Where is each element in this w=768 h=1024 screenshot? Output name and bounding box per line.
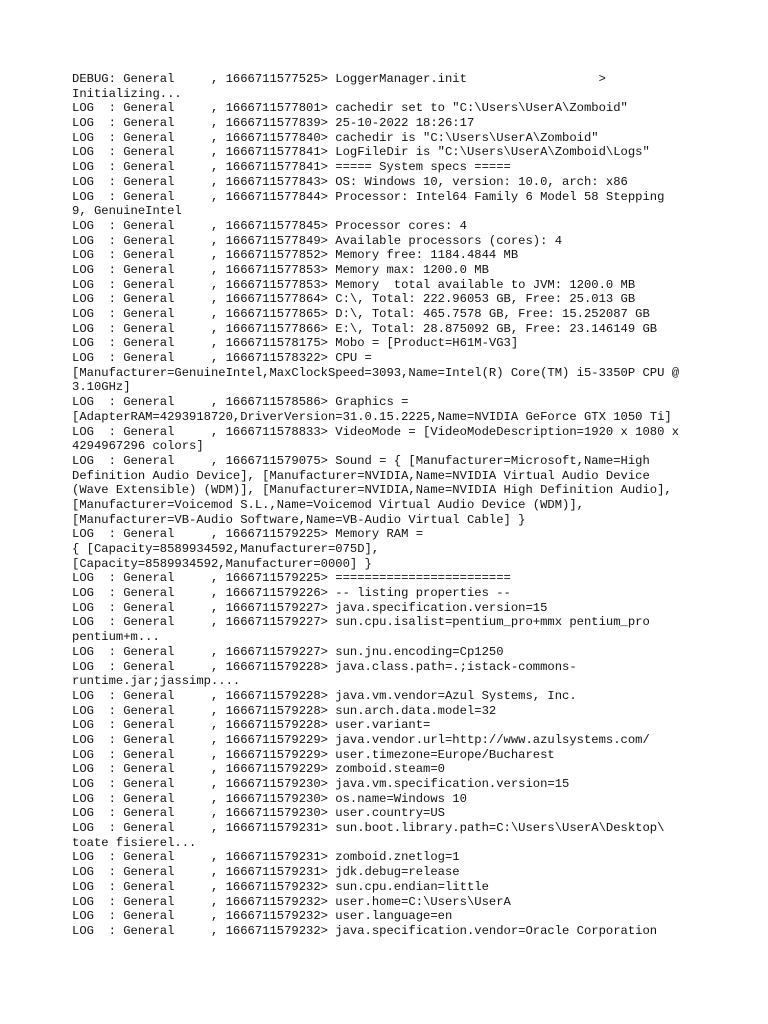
log-line: LOG : General , 1666711577845> Processor cores: 4 <box>72 218 467 233</box>
log-line: LOG : General , 1666711577801> cachedir set to "C:\Users\UserA\Zomboid" <box>72 101 628 116</box>
log-line: LOG : General , 1666711579226> -- listing properties -- <box>72 586 511 601</box>
log-line: LOG : General , 1666711579232> user.home=C:\Users\UserA <box>72 894 511 909</box>
log-line: LOG : General , 1666711579228> java.vm.vendor=Azul Systems, Inc. <box>72 688 577 703</box>
log-line: LOG : General , 1666711579230> user.country=US <box>72 806 445 821</box>
log-line: Definition Audio Device], [Manufacturer=NVIDIA,Name=NVIDIA Virtual Audio Device <box>72 468 650 483</box>
log-line: [Manufacturer=VB-Audio Software,Name=VB-Audio Virtual Cable] } <box>72 512 526 527</box>
log-line: LOG : General , 1666711579230> java.vm.specification.version=15 <box>72 777 570 791</box>
log-line: LOG : General , 1666711579229> user.timezone=Europe/Bucharest <box>72 747 555 762</box>
log-line: LOG : General , 1666711577853> Memory max: 1200.0 MB <box>72 262 489 277</box>
log-line: LOG : General , 1666711577844> Processor: Intel64 Family 6 Model 58 Stepping <box>72 189 665 204</box>
log-line: LOG : General , 1666711577841> LogFileDir is "C:\Users\UserA\Zomboid\Logs" <box>72 145 650 160</box>
log-line: LOG : General , 1666711579229> zomboid.steam=0 <box>72 762 445 777</box>
log-line: pentium+m... <box>72 630 160 645</box>
log-line: [Manufacturer=GenuineIntel,MaxClockSpeed=3093,Name=Intel(R) Core(TM) i5-3350P CPU @ <box>72 365 680 380</box>
log-line: LOG : General , 1666711577865> D:\, Total: 465.7578 GB, Free: 15.252087 GB <box>72 307 650 321</box>
log-line: LOG : General , 1666711578833> VideoMode = [VideoModeDescription=1920 x 1080 x <box>72 424 680 439</box>
log-line: [Capacity=8589934592,Manufacturer=0000] } <box>72 556 372 571</box>
log-line: LOG : General , 1666711579225> Memory RAM = <box>72 527 424 542</box>
log-line: LOG : General , 1666711579227> sun.cpu.isalist=pentium_pro+mmx pentium_pro <box>72 615 650 630</box>
log-line: LOG : General , 1666711577864> C:\, Total: 222.96053 GB, Free: 25.013 GB <box>72 292 636 307</box>
log-line: LOG : General , 1666711579231> sun.boot.library.path=C:\Users\UserA\Desktop\ <box>72 821 665 836</box>
log-line: LOG : General , 1666711579232> user.language=en <box>72 909 453 924</box>
log-line: LOG : General , 1666711578175> Mobo = [Product=H61M-VG3] <box>72 336 519 351</box>
log-line: LOG : General , 1666711577843> OS: Windows 10, version: 10.0, arch: x86 <box>72 174 628 189</box>
log-line: 3.10GHz] <box>72 380 131 395</box>
log-line: LOG : General , 1666711579227> java.specification.version=15 <box>72 600 548 615</box>
log-line: LOG : General , 1666711577840> cachedir is "C:\Users\UserA\Zomboid" <box>72 130 599 145</box>
log-line: [Manufacturer=Voicemod S.L.,Name=Voicemod Virtual Audio Device (WDM)], <box>72 497 584 512</box>
log-line: LOG : General , 1666711579229> java.vendor.url=http://www.azulsystems.com/ <box>72 732 650 747</box>
log-line: LOG : General , 1666711579231> zomboid.znetlog=1 <box>72 850 460 865</box>
log-line: runtime.jar;jassimp.... <box>72 674 241 689</box>
log-line: LOG : General , 1666711579231> jdk.debug=release <box>72 865 460 880</box>
log-line: LOG : General , 1666711577841> ===== System specs ===== <box>72 160 511 175</box>
log-line: LOG : General , 1666711579227> sun.jnu.encoding=Cp1250 <box>72 644 504 659</box>
log-line: LOG : General , 1666711577839> 25-10-2022 18:26:17 <box>72 116 475 131</box>
log-line: toate fisierel... <box>72 835 197 850</box>
log-line: DEBUG: General , 1666711577525> LoggerManager.init > <box>72 72 606 86</box>
log-line: LOG : General , 1666711579232> java.specification.vendor=Oracle Corporation <box>72 923 658 938</box>
log-line: LOG : General , 1666711579228> sun.arch.data.model=32 <box>72 703 497 718</box>
log-line: LOG : General , 1666711579225> ======================== <box>72 571 511 586</box>
log-line: (Wave Extensible) (WDM)], [Manufacturer=NVIDIA,Name=NVIDIA High Definition Audio], <box>72 483 672 498</box>
log-line: { [Capacity=8589934592,Manufacturer=075D], <box>72 542 380 556</box>
log-line: LOG : General , 1666711579228> user.variant= <box>72 718 431 733</box>
log-line: LOG : General , 1666711579230> os.name=Windows 10 <box>72 791 467 806</box>
log-line: 4294967296 colors] <box>72 439 204 454</box>
log-line: Initializing... <box>72 86 182 101</box>
log-line: LOG : General , 1666711577849> Available processors (cores): 4 <box>72 233 563 248</box>
log-line: LOG : General , 1666711577853> Memory total available to JVM: 1200.0 MB <box>72 277 636 292</box>
log-line: LOG : General , 1666711579075> Sound = { [Manufacturer=Microsoft,Name=High <box>72 453 650 468</box>
log-text-body <box>72 72 712 939</box>
log-line: LOG : General , 1666711577866> E:\, Total: 28.875092 GB, Free: 23.146149 GB <box>72 321 658 336</box>
log-line: LOG : General , 1666711579232> sun.cpu.endian=little <box>72 879 489 894</box>
log-line: [AdapterRAM=4293918720,DriverVersion=31.0.15.2225,Name=NVIDIA GeForce GTX 1050 Ti] <box>72 409 672 424</box>
log-line: LOG : General , 1666711578586> Graphics = <box>72 395 409 410</box>
log-line: LOG : General , 1666711579228> java.class.path=.;istack-commons- <box>72 659 577 674</box>
log-line: 9, GenuineIntel <box>72 204 182 219</box>
log-line: LOG : General , 1666711578322> CPU = <box>72 351 372 366</box>
log-line: LOG : General , 1666711577852> Memory free: 1184.4844 MB <box>72 248 519 263</box>
